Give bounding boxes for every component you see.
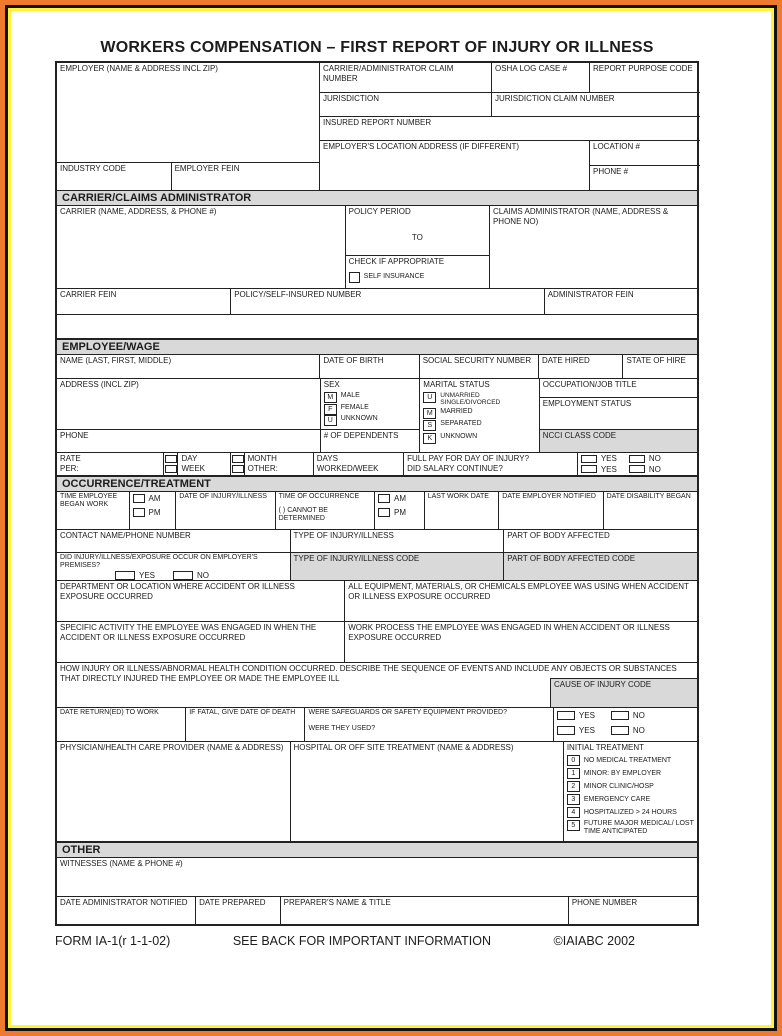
department-location-field[interactable]: [57, 581, 345, 621]
began-am-label: AM: [148, 494, 161, 503]
sex-female-label: FEMALE: [340, 403, 369, 411]
employer-field[interactable]: [57, 63, 319, 163]
safeguards-yes-no: [554, 708, 697, 741]
premises-yes-label: YES: [139, 571, 156, 580]
location-number-label: LOCATION #: [593, 142, 640, 151]
day-label: DAY: [181, 454, 198, 463]
week-label: WEEK: [181, 463, 206, 473]
treatment-0-label: NO MEDICAL TREATMENT: [583, 756, 672, 764]
department-location-label: DEPARTMENT OR LOCATION WHERE ACCIDENT OR ILLNESS EXPOSURE OCCURRED: [60, 582, 295, 601]
insured-report-number-field[interactable]: [320, 117, 700, 141]
sex-female-checkbox[interactable]: F: [324, 404, 337, 415]
treatment-4-label: HOSPITALIZED > 24 HOURS: [583, 808, 677, 816]
date-disability-began-label: DATE DISABILITY BEGAN: [606, 493, 691, 500]
dependents-field[interactable]: [321, 430, 420, 452]
occurrence-pm-label: PM: [394, 507, 407, 517]
month-other-labels: [245, 453, 314, 475]
dependents-label: # OF DEPENDENTS: [323, 431, 399, 440]
safeguards-yes-label: YES: [578, 711, 595, 720]
initial-treatment-field: [564, 742, 697, 841]
equipment-materials-field[interactable]: [345, 581, 697, 621]
state-of-hire-label: STATE OF HIRE: [626, 356, 686, 365]
began-am-checkbox[interactable]: [133, 494, 145, 503]
salary-continue-yes-checkbox[interactable]: [581, 465, 597, 473]
type-of-injury-code-field[interactable]: [291, 553, 505, 580]
date-disability-began-field[interactable]: [604, 492, 697, 529]
sex-field: [321, 379, 420, 430]
claims-administrator-field[interactable]: [490, 206, 697, 288]
premises-no-label: NO: [197, 571, 210, 580]
employment-status-field[interactable]: [540, 398, 697, 430]
month-label: MONTH: [247, 454, 277, 463]
check-if-appropriate-field: [346, 256, 489, 288]
carrier-field[interactable]: [57, 206, 346, 288]
cannot-be-determined-label: ( ) CANNOT BE DETERMINED: [278, 507, 328, 523]
date-of-injury-label: DATE OF INJURY/ILLNESS: [179, 493, 267, 500]
contact-name-phone-field[interactable]: [57, 530, 291, 552]
safeguards-yes-checkbox[interactable]: [557, 711, 575, 720]
footer-note: SEE BACK FOR IMPORTANT INFORMATION: [232, 934, 491, 948]
rate-other-checkbox[interactable]: [232, 465, 244, 473]
other-label: OTHER:: [247, 463, 278, 473]
ncci-class-code-label: NCCI CLASS CODE: [542, 431, 617, 440]
occurrence-am-checkbox[interactable]: [378, 494, 390, 503]
first-report-form: [55, 61, 699, 926]
last-work-date-field[interactable]: [425, 492, 500, 529]
form-number: FORM IA-1(r 1-1-02): [55, 934, 171, 948]
cause-of-injury-code-label: CAUSE OF INJURY CODE: [554, 680, 652, 689]
department-row: [57, 581, 697, 622]
jurisdiction-claim-number-label: JURISDICTION CLAIM NUMBER: [495, 94, 615, 103]
physician-field[interactable]: [57, 742, 291, 841]
report-purpose-code-field[interactable]: [590, 63, 700, 92]
other-section-header: OTHER: [57, 842, 697, 858]
sex-male-checkbox[interactable]: M: [324, 392, 337, 403]
administrator-fein-field[interactable]: [545, 289, 697, 314]
work-process-label: WORK PROCESS THE EMPLOYEE WAS ENGAGED IN WHEN ACCIDENT OR ILLNESS EXPOSURE OCCURRED: [348, 623, 670, 642]
occupation-field[interactable]: [540, 379, 697, 398]
employer-fein-label: EMPLOYER FEIN: [174, 164, 240, 173]
if-fatal-field[interactable]: [186, 708, 305, 741]
page-frame-yellow: [8, 8, 774, 1028]
contact-row: [57, 530, 697, 553]
treatment-4-checkbox[interactable]: 4: [567, 807, 580, 818]
premises-label: DID INJURY/ILLNESS/EXPOSURE OCCUR ON EMPLOYER'S PREMISES?: [60, 554, 258, 570]
phone-number-label: PHONE #: [593, 167, 629, 176]
treatment-row: [57, 742, 697, 842]
premises-yes-checkbox[interactable]: [115, 571, 135, 580]
cause-of-injury-code-field[interactable]: [550, 678, 697, 707]
occurrence-am-label: AM: [394, 494, 407, 503]
employer-location-label: EMPLOYER'S LOCATION ADDRESS (IF DIFFERENT): [323, 142, 520, 151]
employer-label: EMPLOYER (NAME & ADDRESS INCL ZIP): [60, 64, 218, 73]
check-if-appropriate-label: CHECK IF APPROPRIATE: [348, 257, 445, 266]
used-yes-checkbox[interactable]: [557, 726, 575, 735]
witnesses-field[interactable]: [57, 858, 697, 896]
physician-label: PHYSICIAN/HEALTH CARE PROVIDER (NAME & ADDRESS): [60, 743, 284, 752]
marital-unmarried-label2: SINGLE/DIVORCED: [440, 399, 501, 407]
treatment-0-checkbox[interactable]: 0: [567, 755, 580, 766]
premises-row: [57, 553, 697, 581]
rate-week-checkbox[interactable]: [165, 465, 177, 473]
employer-fein-field[interactable]: [172, 163, 319, 190]
type-of-injury-code-label: TYPE OF INJURY/ILLNESS CODE: [293, 554, 420, 563]
osha-log-case-field[interactable]: [492, 63, 590, 92]
industry-code-field[interactable]: [57, 163, 172, 190]
full-pay-no-checkbox[interactable]: [629, 455, 645, 463]
salary-continue-label: DID SALARY CONTINUE?: [407, 463, 503, 473]
how-injury-field[interactable]: [57, 663, 697, 707]
time-began-work-label: TIME EMPLOYEE BEGAN WORK: [60, 493, 118, 509]
how-injury-row: [57, 663, 697, 708]
location-number-field[interactable]: [590, 141, 700, 166]
rate-day-checkbox[interactable]: [165, 455, 177, 463]
carrier-fein-label: CARRIER FEIN: [60, 290, 117, 299]
employee-phone-label: PHONE: [60, 431, 89, 440]
safeguards-no-checkbox[interactable]: [611, 711, 629, 720]
treatment-5-checkbox[interactable]: 5: [567, 820, 580, 831]
time-began-work-field[interactable]: [57, 492, 130, 529]
administrator-fein-label: ADMINISTRATOR FEIN: [547, 290, 634, 299]
marital-status-label: MARITAL STATUS: [423, 380, 490, 389]
witnesses-label: WITNESSES (NAME & PHONE #): [60, 859, 183, 868]
part-of-body-label: PART OF BODY AFFECTED: [507, 531, 610, 540]
marital-unmarried-label: UNMARRIED: [440, 391, 480, 399]
carrier-label: CARRIER (NAME, ADDRESS, & PHONE #): [60, 207, 217, 216]
date-returned-field[interactable]: [57, 708, 186, 741]
employee-phone-field[interactable]: [57, 430, 320, 452]
full-pay-no-label: NO: [648, 454, 661, 463]
salary-continue-yes-label: YES: [600, 464, 617, 474]
preparer-name-label: PREPARER'S NAME & TITLE: [283, 898, 391, 907]
preparer-name-field[interactable]: [281, 897, 569, 924]
per-label: PER:: [60, 463, 79, 473]
used-no-checkbox[interactable]: [611, 726, 629, 735]
preparer-row: [57, 897, 697, 924]
part-of-body-field[interactable]: [504, 530, 697, 552]
treatment-1-checkbox[interactable]: 1: [567, 768, 580, 779]
occupation-label: OCCUPATION/JOB TITLE: [542, 380, 637, 389]
days-worked-field[interactable]: [314, 453, 404, 475]
sex-unknown-checkbox[interactable]: U: [324, 415, 337, 426]
time-of-occurrence-label: TIME OF OCCURRENCE: [278, 493, 360, 500]
work-process-field[interactable]: [345, 622, 697, 662]
rate-row: [57, 453, 697, 476]
page-title: WORKERS COMPENSATION – FIRST REPORT OF INJURY OR ILLNESS: [100, 39, 654, 56]
employment-status-label: EMPLOYMENT STATUS: [542, 399, 632, 408]
carrier-claim-number-label: CARRIER/ADMINISTRATOR CLAIM NUMBER: [323, 64, 454, 83]
days-worked-label: DAYS WORKED/WEEK: [316, 454, 379, 473]
date-prepared-field[interactable]: [196, 897, 281, 924]
how-injury-label: HOW INJURY OR ILLNESS/ABNORMAL HEALTH CONDITION OCCURRED. DESCRIBE THE SEQUENCE OF EVENTS AND INCLUDE ANY OBJECTS OR SUBSTANCES THAT DIRECTLY INJURED THE EMPLOYEE OR MADE THE EMPLOYEE ILL: [60, 664, 677, 683]
carrier-fein-row: [57, 289, 697, 315]
carrier-empty-row[interactable]: [57, 315, 697, 339]
date-admin-notified-field[interactable]: [57, 897, 196, 924]
treatment-3-label: EMERGENCY CARE: [583, 795, 651, 803]
carrier-main-row: [57, 206, 697, 289]
began-pm-label: PM: [148, 507, 161, 517]
date-hired-label: DATE HIRED: [541, 356, 590, 365]
full-pay-yes-checkbox[interactable]: [581, 455, 597, 463]
date-of-birth-label: DATE OF BIRTH: [323, 356, 384, 365]
safeguards-no-label: NO: [632, 711, 645, 720]
hospital-field[interactable]: [291, 742, 564, 841]
treatment-5-label: FUTURE MAJOR MEDICAL/ LOST TIME ANTICIPATED: [583, 819, 694, 835]
policy-period-label: POLICY PERIOD: [348, 207, 411, 216]
day-week-labels: [178, 453, 230, 475]
employee-name-label: NAME (LAST, FIRST, MIDDLE): [60, 356, 172, 365]
self-insurance-label: SELF INSURANCE: [363, 273, 425, 281]
form-footer: [55, 934, 699, 948]
preparer-phone-field[interactable]: [569, 897, 697, 924]
employee-address-label: ADDRESS (INCL ZIP): [60, 380, 139, 389]
policy-period-field[interactable]: [346, 206, 489, 256]
salary-continue-no-checkbox[interactable]: [629, 465, 645, 473]
preparer-phone-label: PHONE NUMBER: [571, 898, 638, 907]
premises-no-checkbox[interactable]: [173, 571, 193, 580]
policy-number-label: POLICY/SELF-INSURED NUMBER: [234, 290, 362, 299]
hospital-label: HOSPITAL OR OFF SITE TREATMENT (NAME & ADDRESS): [293, 743, 514, 752]
policy-period-to: TO: [411, 232, 423, 242]
occurrence-section-header: OCCURRENCE/TREATMENT: [57, 476, 697, 492]
full-pay-yes-label: YES: [600, 454, 617, 463]
marital-separated-label: SEPARATED: [440, 419, 482, 427]
carrier-section-header: CARRIER/CLAIMS ADMINISTRATOR: [57, 190, 697, 206]
sex-male-label: MALE: [340, 391, 360, 399]
marital-unknown-label: UNKNOWN: [440, 432, 478, 440]
industry-code-label: INDUSTRY CODE: [60, 164, 126, 173]
insured-report-number-label: INSURED REPORT NUMBER: [323, 118, 432, 127]
rate-day-week-checkboxes: [164, 453, 178, 475]
type-of-injury-label: TYPE OF INJURY/ILLNESS: [293, 531, 394, 540]
date-prepared-label: DATE PREPARED: [199, 898, 266, 907]
ncci-class-code-field[interactable]: [540, 430, 697, 452]
occurrence-am-pm: [375, 492, 425, 529]
rate-label: RATE: [60, 454, 81, 463]
initial-treatment-label: INITIAL TREATMENT: [566, 743, 645, 752]
safeguards-label: WERE SAFEGUARDS OR SAFETY EQUIPMENT PROVIDED?: [308, 709, 507, 716]
sex-label: SEX: [323, 380, 340, 389]
osha-log-case-label: OSHA LOG CASE #: [495, 64, 568, 73]
marital-married-checkbox[interactable]: M: [423, 408, 436, 419]
last-work-date-label: LAST WORK DATE: [427, 493, 489, 500]
date-admin-notified-label: DATE ADMINISTRATOR NOTIFIED: [60, 898, 188, 907]
employee-address-field[interactable]: [57, 379, 320, 430]
premises-field: [57, 553, 291, 580]
began-am-pm: [130, 492, 177, 529]
marital-married-label: MARRIED: [440, 407, 473, 415]
jurisdiction-field[interactable]: [320, 93, 492, 116]
part-of-body-code-label: PART OF BODY AFFECTED CODE: [507, 554, 636, 563]
specific-activity-field[interactable]: [57, 622, 345, 662]
employee-name-row: [57, 355, 697, 379]
specific-activity-label: SPECIFIC ACTIVITY THE EMPLOYEE WAS ENGAGED IN WHEN THE ACCIDENT OR ILLNESS EXPOSURE OCCURRED: [60, 623, 317, 642]
if-fatal-label: IF FATAL, GIVE DATE OF DEATH: [189, 709, 296, 716]
carrier-claim-number-field[interactable]: [320, 63, 492, 92]
treatment-1-label: MINOR: BY EMPLOYER: [583, 769, 662, 777]
carrier-fein-field[interactable]: [57, 289, 231, 314]
date-employer-notified-field[interactable]: [499, 492, 603, 529]
treatment-2-checkbox[interactable]: 2: [567, 781, 580, 792]
time-of-occurrence-field[interactable]: [276, 492, 375, 529]
type-of-injury-field[interactable]: [291, 530, 505, 552]
date-employer-notified-label: DATE EMPLOYER NOTIFIED: [502, 493, 596, 500]
page-frame-black: [5, 5, 777, 1031]
safeguards-field: [305, 708, 553, 741]
were-they-used-label: WERE THEY USED?: [308, 725, 376, 733]
ssn-field[interactable]: [420, 355, 539, 378]
occurrence-pm-checkbox[interactable]: [378, 508, 390, 517]
employer-location-field[interactable]: [320, 141, 590, 190]
part-of-body-code-field[interactable]: [504, 553, 697, 580]
date-hired-field[interactable]: [539, 355, 623, 378]
salary-continue-no-label: NO: [648, 464, 661, 474]
occurrence-time-row: [57, 492, 697, 530]
marital-status-field: [420, 379, 539, 452]
return-to-work-row: [57, 708, 697, 742]
marital-unmarried-checkbox[interactable]: U: [423, 392, 436, 403]
footer-copyright: ©IAIABC 2002: [553, 934, 635, 948]
full-pay-field: [404, 453, 578, 475]
rate-field[interactable]: [57, 453, 164, 475]
used-no-label: NO: [632, 725, 645, 735]
date-of-birth-field[interactable]: [320, 355, 419, 378]
report-purpose-code-label: REPORT PURPOSE CODE: [593, 64, 693, 73]
rate-month-checkbox[interactable]: [232, 455, 244, 463]
marital-unknown-checkbox[interactable]: K: [423, 433, 436, 444]
full-pay-yes-no: [578, 453, 697, 475]
jurisdiction-claim-number-field[interactable]: [492, 93, 700, 116]
treatment-2-label: MINOR CLINIC/HOSP: [583, 782, 654, 790]
rate-month-other-checkboxes: [231, 453, 245, 475]
witnesses-row: [57, 858, 697, 897]
phone-number-field[interactable]: [590, 166, 700, 190]
ssn-label: SOCIAL SECURITY NUMBER: [422, 356, 532, 365]
full-pay-label: FULL PAY FOR DAY OF INJURY?: [407, 454, 530, 463]
employee-name-field[interactable]: [57, 355, 320, 378]
self-insurance-checkbox[interactable]: [349, 272, 360, 283]
date-returned-label: DATE RETURN(ED) TO WORK: [60, 709, 159, 716]
claims-administrator-label: CLAIMS ADMINISTRATOR (NAME, ADDRESS & PHONE NO): [492, 207, 669, 226]
activity-row: [57, 622, 697, 663]
policy-number-field[interactable]: [231, 289, 545, 314]
date-of-injury-field[interactable]: [176, 492, 275, 529]
employee-section-header: EMPLOYEE/WAGE: [57, 339, 697, 355]
employee-detail-row: [57, 379, 697, 453]
state-of-hire-field[interactable]: [623, 355, 697, 378]
form-page: [11, 11, 771, 1025]
sex-unknown-label: UNKNOWN: [340, 414, 378, 422]
contact-name-phone-label: CONTACT NAME/PHONE NUMBER: [60, 531, 191, 540]
began-pm-checkbox[interactable]: [133, 508, 145, 517]
marital-separated-checkbox[interactable]: S: [423, 420, 436, 431]
used-yes-label: YES: [578, 725, 595, 735]
equipment-materials-label: ALL EQUIPMENT, MATERIALS, OR CHEMICALS EMPLOYEE WAS USING WHEN ACCIDENT OR ILLNESS EXPOSURE OCCURRED: [348, 582, 689, 601]
top-section: [57, 63, 697, 190]
treatment-3-checkbox[interactable]: 3: [567, 794, 580, 805]
jurisdiction-label: JURISDICTION: [323, 94, 379, 103]
